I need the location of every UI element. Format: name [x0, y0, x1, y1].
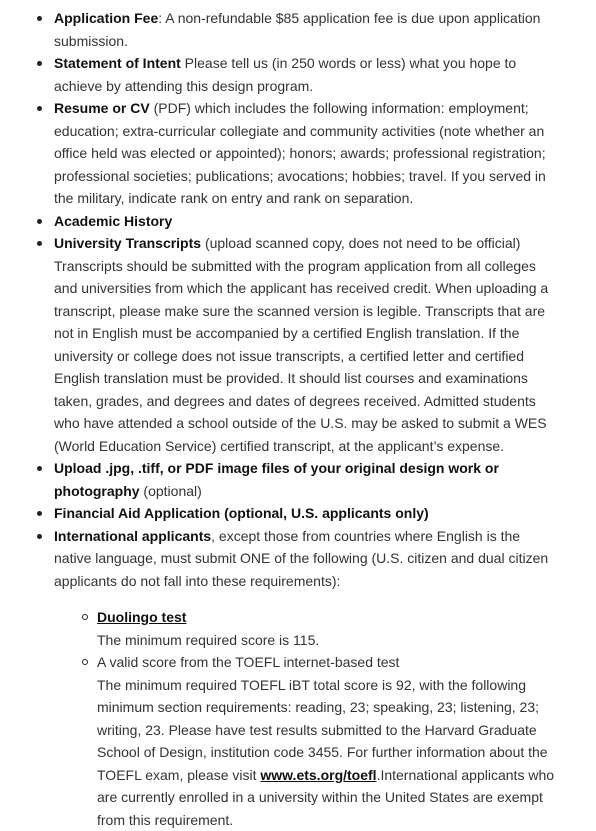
requirement-financial-aid	[54, 502, 556, 525]
requirement-academic-history	[54, 210, 556, 233]
requirement-international	[54, 525, 556, 831]
test-options-list	[54, 606, 556, 831]
toefl-tail-text: .International applicants who are currently enrolled in a university within the United States are exempt from this requirement.	[97, 767, 554, 828]
requirement-portfolio-upload	[54, 457, 556, 502]
requirement-text: : A non-refundable $85 application fee is due upon application submission.	[54, 10, 540, 49]
toefl-heading: A valid score from the TOEFL internet-based test	[97, 654, 399, 670]
requirement-title: Resume or CV	[54, 100, 150, 116]
requirement-title: Application Fee	[54, 10, 158, 26]
requirement-title: Academic History	[54, 213, 172, 229]
duolingo-test-link[interactable]: Duolingo test	[97, 609, 186, 625]
requirement-title: Statement of Intent	[54, 55, 181, 71]
requirement-title: University Transcripts	[54, 235, 201, 251]
requirement-title: Upload .jpg, .tiff, or PDF image files of your original design work or photography	[54, 460, 499, 499]
requirement-title: International applicants	[54, 528, 211, 544]
test-option-toefl	[97, 651, 556, 831]
requirement-title: Financial Aid Application (optional, U.S. applicants only)	[54, 505, 429, 521]
ets-toefl-link[interactable]: www.ets.org/toefl	[260, 767, 376, 783]
test-option-duolingo	[97, 606, 556, 651]
requirement-text: Please tell us (in 250 words or less) what you hope to achieve by attending this design program.	[54, 55, 516, 94]
requirement-resume	[54, 97, 556, 210]
requirement-transcripts	[54, 232, 556, 457]
toefl-text: The minimum required TOEFL iBT total score is 92, with the following minimum section requirements: reading, 23; speaking, 23; listening, 23; writing, 23. Please have test results submitted to the Harvard Graduate School of Design, institution code 3455. For further information about the TOEFL exam, please visit	[97, 677, 548, 783]
requirement-text: (PDF) which includes the following information: employment; education; extra-curricular collegiate and community activities (note whether an office held was elected or appointed); honors; awards; professional registration; professional societies; publications; avocations; hobbies; travel. If you served in the military, indicate rank on entry and rank on separation.	[54, 100, 546, 206]
requirement-application-fee	[54, 7, 556, 52]
duolingo-score-text: The minimum required score is 115.	[97, 632, 319, 648]
requirement-text: (optional)	[140, 483, 202, 499]
requirement-statement-of-intent	[54, 52, 556, 97]
requirement-text: (upload scanned copy, does not need to be official) Transcripts should be submitted with the program application from all colleges and universities from which the applicant has received credit. When uploading a transcript, please make sure the scanned version is legible. Transcripts that are not in English must be accompanied by a certified English translation. If the university or college does not issue transcripts, a certified letter and certified English translation must be provided. It should list courses and examinations taken, grades, and degrees and dates of degrees received. Admitted students who have attended a school outside of the U.S. may be asked to submit a WES (World Education Service) certified transcript, at the applicant’s expense.	[54, 235, 548, 454]
requirement-text: , except those from countries where English is the native language, must submit ONE of the following (U.S. citizen and dual citizen applicants do not fall into these requirements):	[54, 528, 548, 589]
